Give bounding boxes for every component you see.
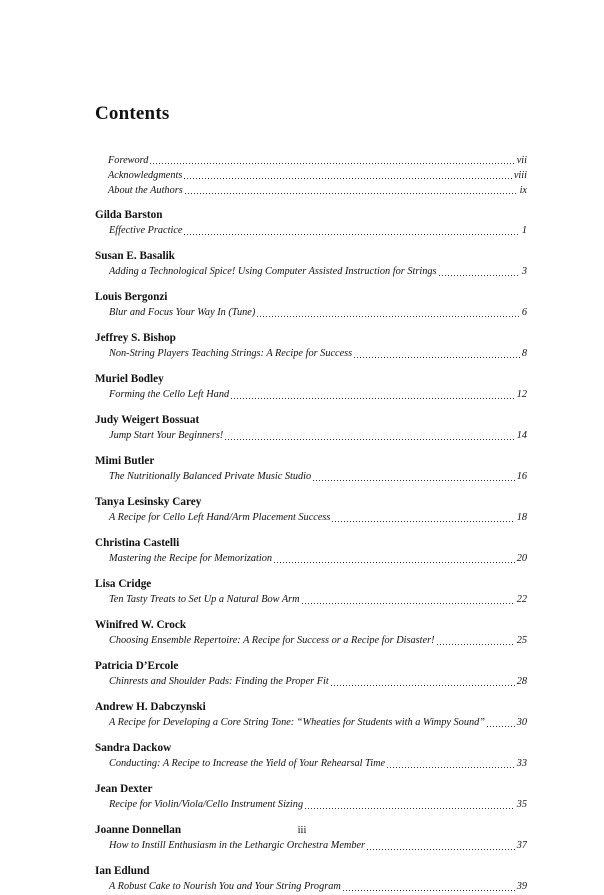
- article-row: [95, 756, 527, 772]
- article-row: [95, 428, 527, 444]
- toc-entry: [95, 782, 527, 813]
- page-ref: 37: [516, 840, 527, 851]
- page-ref: 14: [516, 430, 527, 441]
- article-title: Mastering the Recipe for Memorization: [109, 553, 273, 564]
- page-ref: vii: [516, 155, 527, 166]
- article-title: A Recipe for Cello Left Hand/Arm Placement Success: [109, 512, 331, 523]
- dot-leader: [330, 679, 515, 687]
- author-name: Muriel Bodley: [95, 373, 164, 385]
- dot-leader: [366, 843, 515, 851]
- article-row: [95, 387, 527, 403]
- front-matter-item: [95, 168, 527, 183]
- dot-leader: [149, 157, 514, 165]
- toc-entry: [95, 577, 527, 608]
- dot-leader: [342, 884, 515, 892]
- entry-title: Foreword: [108, 155, 149, 166]
- dot-leader: [353, 351, 520, 359]
- dot-leader: [386, 761, 515, 769]
- dot-leader: [436, 638, 515, 646]
- author-name: Ian Edlund: [95, 865, 150, 877]
- dot-leader: [184, 187, 518, 195]
- author-name: Winifred W. Crock: [95, 619, 187, 631]
- author-name: Andrew H. Dabczynski: [95, 701, 206, 713]
- article-title: Recipe for Violin/Viola/Cello Instrument Sizing: [109, 799, 304, 810]
- dot-leader: [256, 310, 520, 318]
- article-title: Non-String Players Teaching Strings: A Recipe for Success: [109, 348, 353, 359]
- author-name: Gilda Barston: [95, 209, 163, 221]
- dot-leader: [273, 556, 515, 564]
- page-ref: 35: [516, 799, 527, 810]
- toc-entry: [95, 208, 527, 239]
- author-name: Jeffrey S. Bishop: [95, 332, 176, 344]
- page-ref: 28: [516, 676, 527, 687]
- front-matter-list: [95, 153, 527, 198]
- toc-entry: [95, 249, 527, 280]
- article-row: [95, 715, 527, 731]
- front-matter-item: [95, 153, 527, 168]
- article-row: [95, 551, 527, 567]
- entry-title: Acknowledgments: [108, 170, 183, 181]
- article-title: Chinrests and Shoulder Pads: Finding the Proper Fit: [109, 676, 329, 687]
- page-number: iii: [297, 825, 307, 836]
- dot-leader: [331, 515, 514, 523]
- toc-entry: [95, 495, 527, 526]
- article-title: Effective Practice: [109, 225, 183, 236]
- author-entries: [95, 208, 527, 895]
- page-ref: 39: [516, 881, 527, 892]
- article-title: A Robust Cake to Nourish You and Your String Program: [109, 881, 341, 892]
- author-name: Joanne Donnellan: [95, 824, 182, 836]
- article-title: A Recipe for Developing a Core String Tone: “Wheaties for Students with a Wimpy Sound”: [109, 717, 486, 728]
- author-name: Tanya Lesinsky Carey: [95, 496, 202, 508]
- article-row: [95, 346, 527, 362]
- table-of-contents: [95, 153, 527, 895]
- toc-entry: [95, 372, 527, 403]
- article-title: Choosing Ensemble Repertoire: A Recipe for Success or a Recipe for Disaster!: [109, 635, 435, 646]
- dot-leader: [438, 269, 520, 277]
- page-ref: 22: [516, 594, 527, 605]
- toc-entry: [95, 700, 527, 731]
- article-row: [95, 674, 527, 690]
- page-ref: 33: [516, 758, 527, 769]
- article-title: Ten Tasty Treats to Set Up a Natural Bow Arm: [109, 594, 300, 605]
- article-title: The Nutritionally Balanced Private Music Studio: [109, 471, 312, 482]
- page-ref: 8: [521, 348, 527, 359]
- article-title: Jump Start Your Beginners!: [109, 430, 224, 441]
- article-title: Conducting: A Recipe to Increase the Yield of Your Rehearsal Time: [109, 758, 386, 769]
- page-title: Contents: [95, 103, 170, 124]
- page-ref: 1: [521, 225, 527, 236]
- page-ref: 25: [516, 635, 527, 646]
- toc-entry: [95, 331, 527, 362]
- toc-entry: [95, 864, 527, 895]
- dot-leader: [183, 172, 511, 180]
- author-name: Patricia D’Ercole: [95, 660, 179, 672]
- page-ref: ix: [519, 185, 527, 196]
- article-title: How to Instill Enthusiasm in the Lethargic Orchestra Member: [109, 840, 366, 851]
- author-name: Christina Castelli: [95, 537, 180, 549]
- article-row: [95, 469, 527, 485]
- article-row: [95, 879, 527, 895]
- dot-leader: [312, 474, 515, 482]
- toc-entry: [95, 659, 527, 690]
- dot-leader: [224, 433, 514, 441]
- toc-entry: [95, 454, 527, 485]
- article-title: Adding a Technological Spice! Using Computer Assisted Instruction for Strings: [109, 266, 437, 277]
- article-title: Forming the Cello Left Hand: [109, 389, 230, 400]
- page-ref: 18: [516, 512, 527, 523]
- article-row: [95, 797, 527, 813]
- page-ref: 12: [516, 389, 527, 400]
- toc-entry: [95, 536, 527, 567]
- page-ref: 20: [516, 553, 527, 564]
- page-ref: 3: [521, 266, 527, 277]
- dot-leader: [301, 597, 515, 605]
- article-row: [95, 305, 527, 321]
- author-name: Jean Dexter: [95, 783, 153, 795]
- toc-entry: [95, 618, 527, 649]
- toc-entry: [95, 290, 527, 321]
- article-row: [95, 633, 527, 649]
- author-name: Sandra Dackow: [95, 742, 172, 754]
- article-title: Blur and Focus Your Way In (Tune): [109, 307, 256, 318]
- article-row: [95, 838, 527, 854]
- dot-leader: [230, 392, 515, 400]
- author-name: Louis Bergonzi: [95, 291, 168, 303]
- article-row: [95, 223, 527, 239]
- toc-entry: [95, 413, 527, 444]
- page-ref: 30: [516, 717, 527, 728]
- page-ref: 6: [521, 307, 527, 318]
- toc-entry: [95, 741, 527, 772]
- author-name: Judy Weigert Bossuat: [95, 414, 200, 426]
- dot-leader: [486, 720, 515, 728]
- article-row: [95, 592, 527, 608]
- author-name: Mimi Butler: [95, 455, 155, 467]
- entry-title: About the Authors: [108, 185, 183, 196]
- dot-leader: [304, 802, 515, 810]
- author-name: Lisa Cridge: [95, 578, 152, 590]
- page-ref: viii: [513, 170, 527, 181]
- article-row: [95, 264, 527, 280]
- page-ref: 16: [516, 471, 527, 482]
- dot-leader: [183, 228, 519, 236]
- front-matter-item: [95, 183, 527, 198]
- article-row: [95, 510, 527, 526]
- author-name: Susan E. Basalik: [95, 250, 175, 262]
